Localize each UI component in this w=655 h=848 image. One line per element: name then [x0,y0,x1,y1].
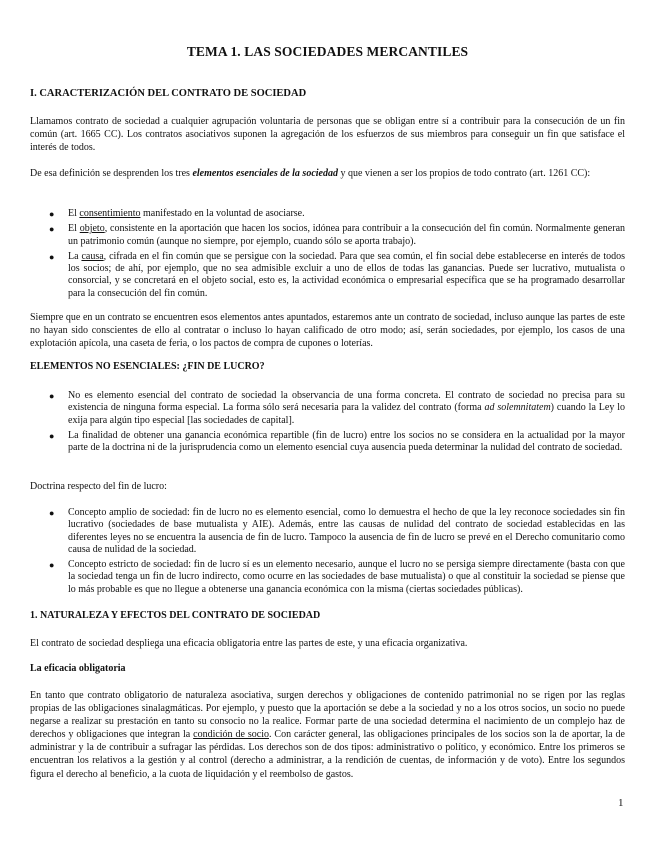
term-objeto: objeto [79,223,105,235]
section-heading-caracterizacion: I. CARACTERIZACIÓN DEL CONTRATO DE SOCIEDAD [30,88,307,99]
page-number: 1 [618,797,624,809]
text-run: El [68,223,80,235]
paragraph-ejemplos: Siempre que en un contrato se encuentren esos elementos antes apuntados, estaremos ante un contrato de sociedad, incluso aunque las partes de este no hayan sido conscientes de ello al contratar o incluso lo hayan calificado de otro modo; así, serán sociedades, por ejemplo, los casos de una explotación apícola, una caseta de feria, o los pactos de compra de cupones o loterías. [30,312,625,350]
text-run: Concepto amplio de sociedad: fin de lucro no es elemento esencial, como lo demuestra el hecho de que la ley reconoce sociedades sin fin lucrativo (sociedades de base mutualista y AIE). Además, entre las causas de nulidad del contrato de sociedad establecidas en las diferentes leyes no se encuentra la ausencia de fin de lucro. Tampoco la ausencia de fin de lucro se prevé en el Derecho comunitario como causa de nulidad de la sociedad. [68,507,625,555]
text-run: La [68,250,82,262]
bullet-icon: ● [49,209,55,219]
paragraph-elementos-intro [30,167,625,180]
term-causa: causa [81,250,104,262]
text-run: De esa definición se desprenden los tres [30,168,193,179]
non-essential-list [30,390,625,457]
list-item-concepto-amplio [30,507,625,556]
subheading-eficacia-obligatoria: La eficacia obligatoria [30,663,126,674]
term-condicion-de-socio: condición de socio [193,729,269,741]
text-run: manifestado en la voluntad de asociarse. [140,208,305,219]
section-heading-fin-de-lucro: ELEMENTOS NO ESENCIALES: ¿FIN DE LUCRO? [30,361,265,372]
document-title: TEMA 1. LAS SOCIEDADES MERCANTILES [186,44,469,59]
bullet-icon: ● [49,508,55,518]
text-run: En tanto que contrato obligatorio de naturaleza asociativa, surgen derechos y obligaciones de contenido patrimonial no se rigen por las reglas propias de las obligaciones sinalagmáticas. Por ejemplo, y puesto que la aportación se debe a la sociedad y no a los otros socios, un socio no puede negarse a realizar su prestación en tanto su consocio no la realice. Formar parte de una sociedad determina el nacimiento de un complejo haz de derechos y obligaciones que integran la [30,690,625,741]
term-consentimiento: consentimiento [79,208,141,219]
doctrina-label: Doctrina respecto del fin de lucro: [30,481,167,492]
list-item-consentimiento [30,208,625,220]
list-item-causa [30,251,625,300]
bullet-icon: ● [49,224,55,235]
text-run: La finalidad de obtener una ganancia económica repartible (fin de lucro) entre los socios no se considera en la actualidad por la mayor parte de la doctrina ni de la jurisprudencia como un elemento esencial cuya ausencia pueda determinar la nulidad del contrato de sociedad. [68,429,625,454]
document-page [30,0,625,848]
bullet-icon: ● [49,391,55,401]
paragraph-definicion: Llamamos contrato de sociedad a cualquier agrupación voluntaria de personas que se obligan entre sí a contribuir para la consecución de un fin común (art. 1665 CC). Los contratos asociativos suponen la agregación de los esfuerzos de sus miembros para conseguir un fin que satisface el interés de todos. [30,116,625,154]
text-run: y que vienen a ser los propios de todo contrato (art. 1261 CC): [337,168,591,179]
list-item-lucro [30,430,625,455]
text-run: , consistente en la aportación que hacen los socios, idónea para contribuir a la consecución del fin común. Normalmente generan un patrimonio común (aunque no siempre, por ejemplo, cuando sólo se aporta trabajo). [68,223,626,247]
text-run: No es elemento esencial del contrato de sociedad la observancia de una forma concreta. El contrato de sociedad no precisa para su existencia de ninguna forma especial. La forma sólo será necesaria para la validez del contrato (forma [68,390,625,414]
section-heading-naturaleza: 1. NATURALEZA Y EFECTOS DEL CONTRATO DE SOCIEDAD [30,610,321,621]
list-item-objeto [30,223,625,248]
paragraph-eficacia: El contrato de sociedad despliega una eficacia obligatoria entre las partes de este, y una eficacia organizativa. [30,638,468,649]
list-item-forma [30,390,625,427]
term-ad-solemnitatem: ad solemnitatem [484,402,551,414]
text-run: El [68,208,80,219]
emphasis-elementos-esenciales: elementos esenciales de la sociedad [192,168,338,179]
doctrina-list [30,507,625,599]
bullet-icon: ● [49,560,55,571]
bullet-icon: ● [49,430,55,441]
text-run: Concepto estricto de sociedad: fin de lucro sí es un elemento necesario, aunque el lucro no se persiga siempre directamente (basta con que la sociedad tenga un fin de lucro indirecto, como ocurre en las sociedades de base mutualista) o que al constituir la sociedad se piense que lo más probable es que no llegue a obtenerse una ganancia económica con la misma (ciertas sociedades públicas). [68,559,625,595]
text-run: ) cuando la Ley lo exija para algún tipo especial [las sociedades de capital]. [68,402,626,426]
text-run: . Con carácter general, las obligaciones principales de los socios son la de aportar, la de administrar y la de contribuir a sufragar las pérdidas. Los derechos son de dos tipos: administrativo o político, y económico. Entre los primeros se encuentran los relativos a la gestión y al control (derecho a administrar, a la rendición de cuentas, de información y de voto). Entre los segundos figura el derecho al beneficio, a la cuota de liquidación y el reembolso de gastos. [30,729,625,780]
bullet-icon: ● [49,251,55,262]
text-run: , cifrada en el fin común que se persigue con la sociedad. Para que sea común, el fin social debe establecerse en interés de todos los socios; de ahí, por ejemplo, que no sea admisible excluir a uno de ellos de todas las ganancias. Puede ser lucrativo, mutualista o consorcial, y se concretará en el objeto social, esto es, la actividad económica o empresarial específica que se ha programado desarrollar para la consecución del fin común. [68,250,626,299]
list-item-concepto-estricto [30,559,625,596]
paragraph-condicion-socio [30,689,625,781]
elements-list [30,208,625,303]
